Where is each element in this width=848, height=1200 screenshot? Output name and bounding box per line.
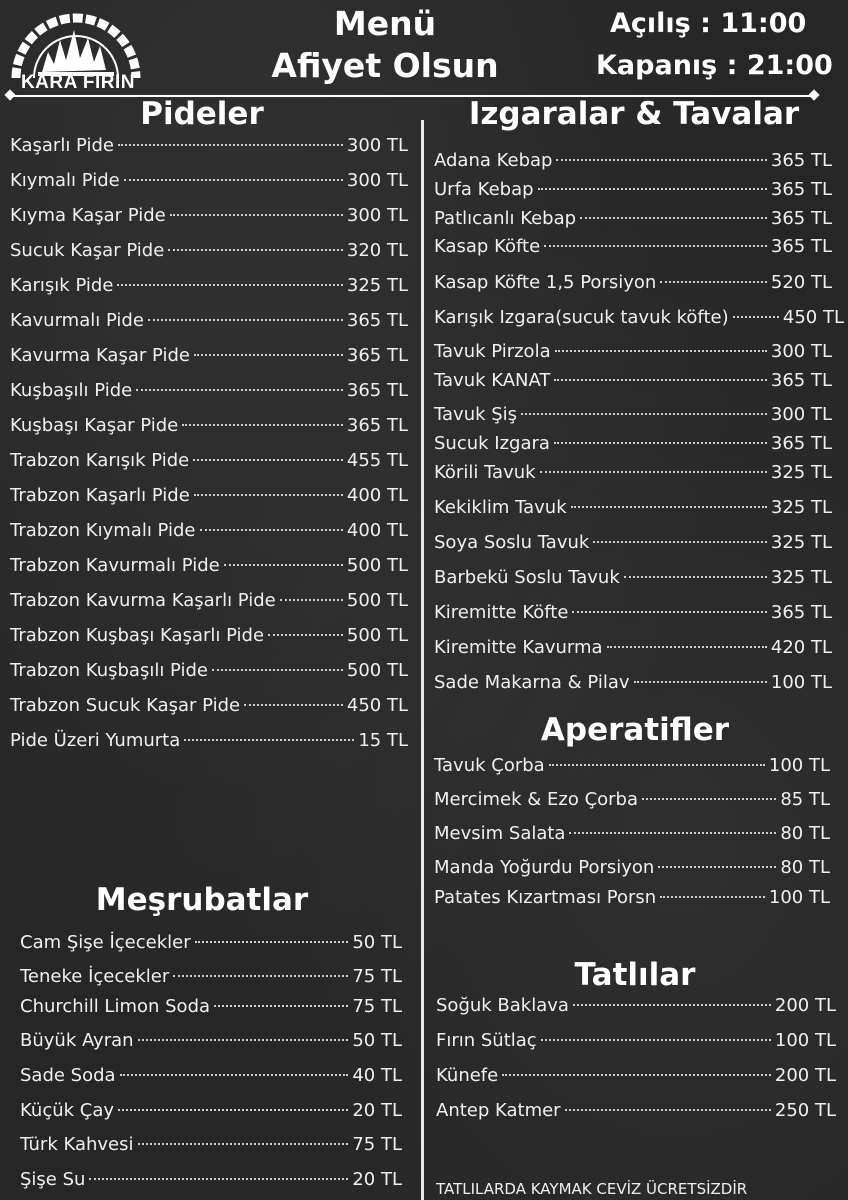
menu-item-izgaralar	[434, 235, 832, 259]
menu-item-price: 365 TL	[770, 602, 832, 623]
menu-item-pideler	[10, 274, 408, 298]
dot-leader	[148, 319, 343, 321]
menu-item-price: 80 TL	[780, 857, 830, 878]
menu-item-price: 200 TL	[774, 1065, 836, 1086]
dot-leader	[173, 975, 348, 977]
dot-leader	[660, 281, 767, 283]
menu-item-price: 50 TL	[352, 1030, 402, 1051]
menu-item-izgaralar	[434, 178, 832, 202]
column-divider	[421, 120, 424, 1200]
menu-item-price: 500 TL	[346, 625, 408, 646]
dot-leader	[538, 188, 767, 190]
menu-item-price: 455 TL	[346, 450, 408, 471]
brand-logo	[8, 0, 144, 96]
menu-item-name: Kiremitte Kavurma	[434, 637, 603, 658]
dot-leader	[572, 611, 766, 613]
menu-item-name: Türk Kahvesi	[20, 1134, 134, 1155]
section-title-aperatifler: Aperatifler	[540, 712, 730, 748]
dot-leader	[555, 350, 767, 352]
menu-item-name: Kasap Köfte 1,5 Porsiyon	[434, 272, 657, 293]
menu-title: Menü	[333, 4, 437, 43]
section-title-tatlilar: Tatlılar	[574, 957, 696, 993]
menu-item-price: 100 TL	[774, 1030, 836, 1051]
menu-item-price: 365 TL	[346, 345, 408, 366]
dot-leader	[170, 214, 343, 216]
menu-item-pideler	[10, 239, 408, 263]
dot-leader	[549, 764, 765, 766]
menu-item-price: 365 TL	[770, 370, 832, 391]
menu-item-price: 500 TL	[346, 660, 408, 681]
dot-leader	[168, 249, 343, 251]
menu-item-price: 325 TL	[770, 567, 832, 588]
dot-leader	[89, 1178, 348, 1180]
menu-item-izgaralar	[434, 566, 832, 590]
menu-item-pideler	[10, 694, 408, 718]
menu-item-izgaralar	[434, 636, 832, 660]
menu-item-name: Urfa Kebap	[434, 179, 534, 200]
menu-item-pideler	[10, 169, 408, 193]
menu-item-price: 325 TL	[770, 497, 832, 518]
menu-item-name: Trabzon Karışık Pide	[10, 450, 190, 471]
closing-hours: Kapanış : 21:00	[596, 50, 833, 81]
menu-item-name: Tavuk KANAT	[434, 370, 551, 391]
menu-item-name: Adana Kebap	[434, 150, 553, 171]
menu-item-izgaralar	[434, 432, 832, 456]
menu-item-pideler	[10, 414, 408, 438]
menu-item-name: Trabzon Kıymalı Pide	[10, 520, 196, 541]
dot-leader	[138, 1143, 349, 1145]
menu-item-pideler	[10, 309, 408, 333]
menu-item-name: Küçük Çay	[20, 1100, 115, 1121]
menu-item-name: Soya Soslu Tavuk	[434, 532, 590, 553]
section-title-mesrubatlar: Meşrubatlar	[95, 882, 309, 918]
menu-item-price: 365 TL	[770, 208, 832, 229]
menu-item-mesrubatlar	[20, 1168, 402, 1192]
menu-item-name: Tavuk Şiş	[434, 404, 518, 425]
brand-name: KARA FIRIN	[20, 72, 136, 93]
menu-item-name: Teneke İçecekler	[20, 966, 170, 987]
menu-item-name: Mercimek & Ezo Çorba	[434, 789, 639, 810]
dot-leader	[118, 1109, 348, 1111]
dot-leader	[212, 669, 343, 671]
menu-item-name: Kıyma Kaşar Pide	[10, 205, 166, 226]
menu-item-mesrubatlar	[20, 931, 402, 955]
dot-leader	[573, 1004, 771, 1006]
menu-item-price: 20 TL	[352, 1169, 402, 1190]
menu-item-price: 300 TL	[346, 170, 408, 191]
menu-item-name: Kaşarlı Pide	[10, 135, 115, 156]
menu-item-price: 365 TL	[346, 415, 408, 436]
menu-item-price: 75 TL	[352, 1134, 402, 1155]
menu-item-price: 300 TL	[770, 341, 832, 362]
menu-item-name: Pide Üzeri Yumurta	[10, 730, 181, 751]
menu-item-pideler	[10, 134, 408, 158]
dot-leader	[214, 1005, 348, 1007]
menu-item-izgaralar	[434, 531, 832, 555]
menu-item-pideler	[10, 379, 408, 403]
menu-item-tatlilar	[436, 994, 836, 1018]
dot-leader	[118, 144, 343, 146]
menu-item-price: 365 TL	[770, 179, 832, 200]
dot-leader	[124, 179, 343, 181]
menu-item-name: Patates Kızartması Porsn	[434, 887, 657, 908]
menu-item-pideler	[10, 589, 408, 613]
menu-item-price: 75 TL	[352, 996, 402, 1017]
menu-item-mesrubatlar	[20, 1064, 402, 1088]
menu-item-mesrubatlar	[20, 965, 402, 989]
dot-leader	[607, 646, 767, 648]
dessert-note: TATLILARDA KAYMAK CEVİZ ÜCRETSİZDİR	[436, 1180, 748, 1198]
dot-leader	[136, 389, 343, 391]
dot-leader	[658, 866, 776, 868]
menu-item-price: 50 TL	[352, 932, 402, 953]
menu-item-pideler	[10, 624, 408, 648]
dot-leader	[521, 413, 767, 415]
menu-item-mesrubatlar	[20, 995, 402, 1019]
dot-leader	[138, 1039, 349, 1041]
menu-item-name: Kavurmalı Pide	[10, 310, 144, 331]
menu-item-aperatifler	[434, 856, 830, 880]
menu-item-price: 85 TL	[780, 789, 830, 810]
menu-item-price: 320 TL	[346, 240, 408, 261]
menu-item-name: Tavuk Çorba	[434, 755, 545, 776]
dot-leader	[194, 354, 343, 356]
dot-leader	[120, 1074, 349, 1076]
dot-leader	[733, 316, 779, 318]
menu-item-aperatifler	[434, 886, 830, 910]
menu-item-name: Trabzon Kavurma Kaşarlı Pide	[10, 590, 276, 611]
menu-item-price: 15 TL	[358, 730, 408, 751]
dot-leader	[593, 541, 767, 543]
menu-item-name: Fırın Sütlaç	[436, 1030, 537, 1051]
dot-leader	[502, 1074, 771, 1076]
dot-leader	[200, 529, 343, 531]
menu-item-name: Karışık Izgara(sucuk tavuk köfte)	[434, 307, 729, 328]
menu-item-pideler	[10, 484, 408, 508]
dot-leader	[195, 941, 349, 943]
dot-leader	[544, 245, 767, 247]
oven-flame-icon	[8, 0, 144, 80]
menu-item-name: Patlıcanlı Kebap	[434, 208, 577, 229]
dot-leader	[624, 576, 767, 578]
dot-leader	[194, 494, 343, 496]
menu-item-price: 325 TL	[346, 275, 408, 296]
section-title-izgaralar: Izgaralar & Tavalar	[468, 96, 800, 132]
menu-item-pideler	[10, 729, 408, 753]
dot-leader	[569, 832, 776, 834]
menu-item-name: Antep Katmer	[436, 1100, 561, 1121]
dot-leader	[184, 739, 354, 741]
menu-item-price: 300 TL	[346, 205, 408, 226]
dot-leader	[268, 634, 343, 636]
menu-item-price: 365 TL	[770, 150, 832, 171]
menu-item-mesrubatlar	[20, 1029, 402, 1053]
menu-item-price: 80 TL	[780, 823, 830, 844]
menu-item-name: Şişe Su	[20, 1169, 86, 1190]
menu-item-tatlilar	[436, 1099, 836, 1123]
menu-item-price: 500 TL	[346, 555, 408, 576]
menu-item-name: Manda Yoğurdu Porsiyon	[434, 857, 655, 878]
menu-item-pideler	[10, 519, 408, 543]
menu-item-name: Sade Soda	[20, 1065, 116, 1086]
dot-leader	[554, 442, 767, 444]
menu-item-aperatifler	[434, 822, 830, 846]
menu-item-izgaralar	[434, 207, 832, 231]
dot-leader	[117, 284, 342, 286]
menu-item-price: 450 TL	[782, 307, 844, 328]
menu-item-price: 75 TL	[352, 966, 402, 987]
menu-item-pideler	[10, 449, 408, 473]
menu-item-price: 40 TL	[352, 1065, 402, 1086]
menu-item-name: Trabzon Kuşbaşılı Pide	[10, 660, 209, 681]
menu-item-price: 200 TL	[774, 995, 836, 1016]
menu-item-name: Kekiklim Tavuk	[434, 497, 567, 518]
menu-item-price: 20 TL	[352, 1100, 402, 1121]
dot-leader	[571, 506, 767, 508]
menu-item-price: 500 TL	[346, 590, 408, 611]
menu-item-aperatifler	[434, 788, 830, 812]
dot-leader	[556, 159, 766, 161]
menu-item-izgaralar	[434, 671, 832, 695]
menu-item-name: Trabzon Sucuk Kaşar Pide	[10, 695, 241, 716]
menu-item-price: 100 TL	[768, 887, 830, 908]
menu-item-price: 100 TL	[768, 755, 830, 776]
dot-leader	[565, 1109, 771, 1111]
menu-item-price: 420 TL	[770, 637, 832, 658]
dot-leader	[182, 424, 343, 426]
menu-item-price: 365 TL	[770, 433, 832, 454]
menu-item-name: Sucuk Izgara	[434, 433, 550, 454]
menu-item-price: 365 TL	[346, 380, 408, 401]
menu-item-name: Soğuk Baklava	[436, 995, 569, 1016]
menu-item-name: Trabzon Kaşarlı Pide	[10, 485, 190, 506]
menu-item-price: 100 TL	[770, 672, 832, 693]
dot-leader	[244, 704, 343, 706]
menu-item-name: Kuşbaşı Kaşar Pide	[10, 415, 179, 436]
menu-item-izgaralar	[434, 271, 832, 295]
opening-hours: Açılış : 11:00	[610, 8, 807, 39]
menu-item-price: 325 TL	[770, 462, 832, 483]
menu-item-aperatifler	[434, 754, 830, 778]
menu-item-izgaralar	[434, 369, 832, 393]
dot-leader	[642, 798, 776, 800]
menu-item-mesrubatlar	[20, 1099, 402, 1123]
menu-item-name: Körili Tavuk	[434, 462, 536, 483]
dot-leader	[540, 471, 767, 473]
menu-item-price: 400 TL	[346, 520, 408, 541]
dot-leader	[554, 379, 766, 381]
menu-subtitle: Afiyet Olsun	[271, 46, 499, 85]
menu-item-price: 520 TL	[770, 272, 832, 293]
menu-item-pideler	[10, 344, 408, 368]
menu-item-name: Cam Şişe İçecekler	[20, 932, 191, 953]
menu-item-tatlilar	[436, 1064, 836, 1088]
menu-item-name: Trabzon Kuşbaşı Kaşarlı Pide	[10, 625, 265, 646]
menu-item-tatlilar	[436, 1029, 836, 1053]
dot-leader	[660, 896, 765, 898]
menu-item-name: Churchill Limon Soda	[20, 996, 211, 1017]
menu-item-izgaralar	[434, 306, 844, 330]
dot-leader	[634, 681, 767, 683]
menu-item-price: 400 TL	[346, 485, 408, 506]
dot-leader	[224, 564, 343, 566]
menu-item-izgaralar	[434, 601, 832, 625]
menu-item-price: 300 TL	[346, 135, 408, 156]
menu-item-pideler	[10, 659, 408, 683]
menu-item-name: Sucuk Kaşar Pide	[10, 240, 165, 261]
menu-item-name: Sade Makarna & Pilav	[434, 672, 630, 693]
menu-item-price: 250 TL	[774, 1100, 836, 1121]
dot-leader	[193, 459, 343, 461]
menu-item-pideler	[10, 204, 408, 228]
menu-item-name: Trabzon Kavurmalı Pide	[10, 555, 220, 576]
menu-item-izgaralar	[434, 403, 832, 427]
menu-item-izgaralar	[434, 461, 832, 485]
menu-item-name: Mevsim Salata	[434, 823, 566, 844]
dot-leader	[541, 1039, 771, 1041]
menu-item-name: Kasap Köfte	[434, 236, 541, 257]
menu-item-name: Kuşbaşılı Pide	[10, 380, 133, 401]
menu-item-name: Kiremitte Köfte	[434, 602, 569, 623]
dot-leader	[280, 599, 343, 601]
menu-item-izgaralar	[434, 496, 832, 520]
menu-item-izgaralar	[434, 340, 832, 364]
menu-item-name: Karışık Pide	[10, 275, 114, 296]
menu-item-name: Kıymalı Pide	[10, 170, 120, 191]
menu-item-price: 365 TL	[346, 310, 408, 331]
section-title-pideler: Pideler	[140, 96, 264, 132]
menu-item-name: Künefe	[436, 1065, 499, 1086]
menu-item-price: 450 TL	[346, 695, 408, 716]
menu-item-price: 300 TL	[770, 404, 832, 425]
menu-item-name: Büyük Ayran	[20, 1030, 134, 1051]
menu-item-price: 365 TL	[770, 236, 832, 257]
menu-item-name: Kavurma Kaşar Pide	[10, 345, 190, 366]
menu-item-mesrubatlar	[20, 1133, 402, 1157]
dot-leader	[580, 217, 767, 219]
menu-item-price: 325 TL	[770, 532, 832, 553]
menu-item-pideler	[10, 554, 408, 578]
menu-item-name: Barbekü Soslu Tavuk	[434, 567, 620, 588]
menu-item-izgaralar	[434, 149, 832, 173]
menu-item-name: Tavuk Pirzola	[434, 341, 551, 362]
